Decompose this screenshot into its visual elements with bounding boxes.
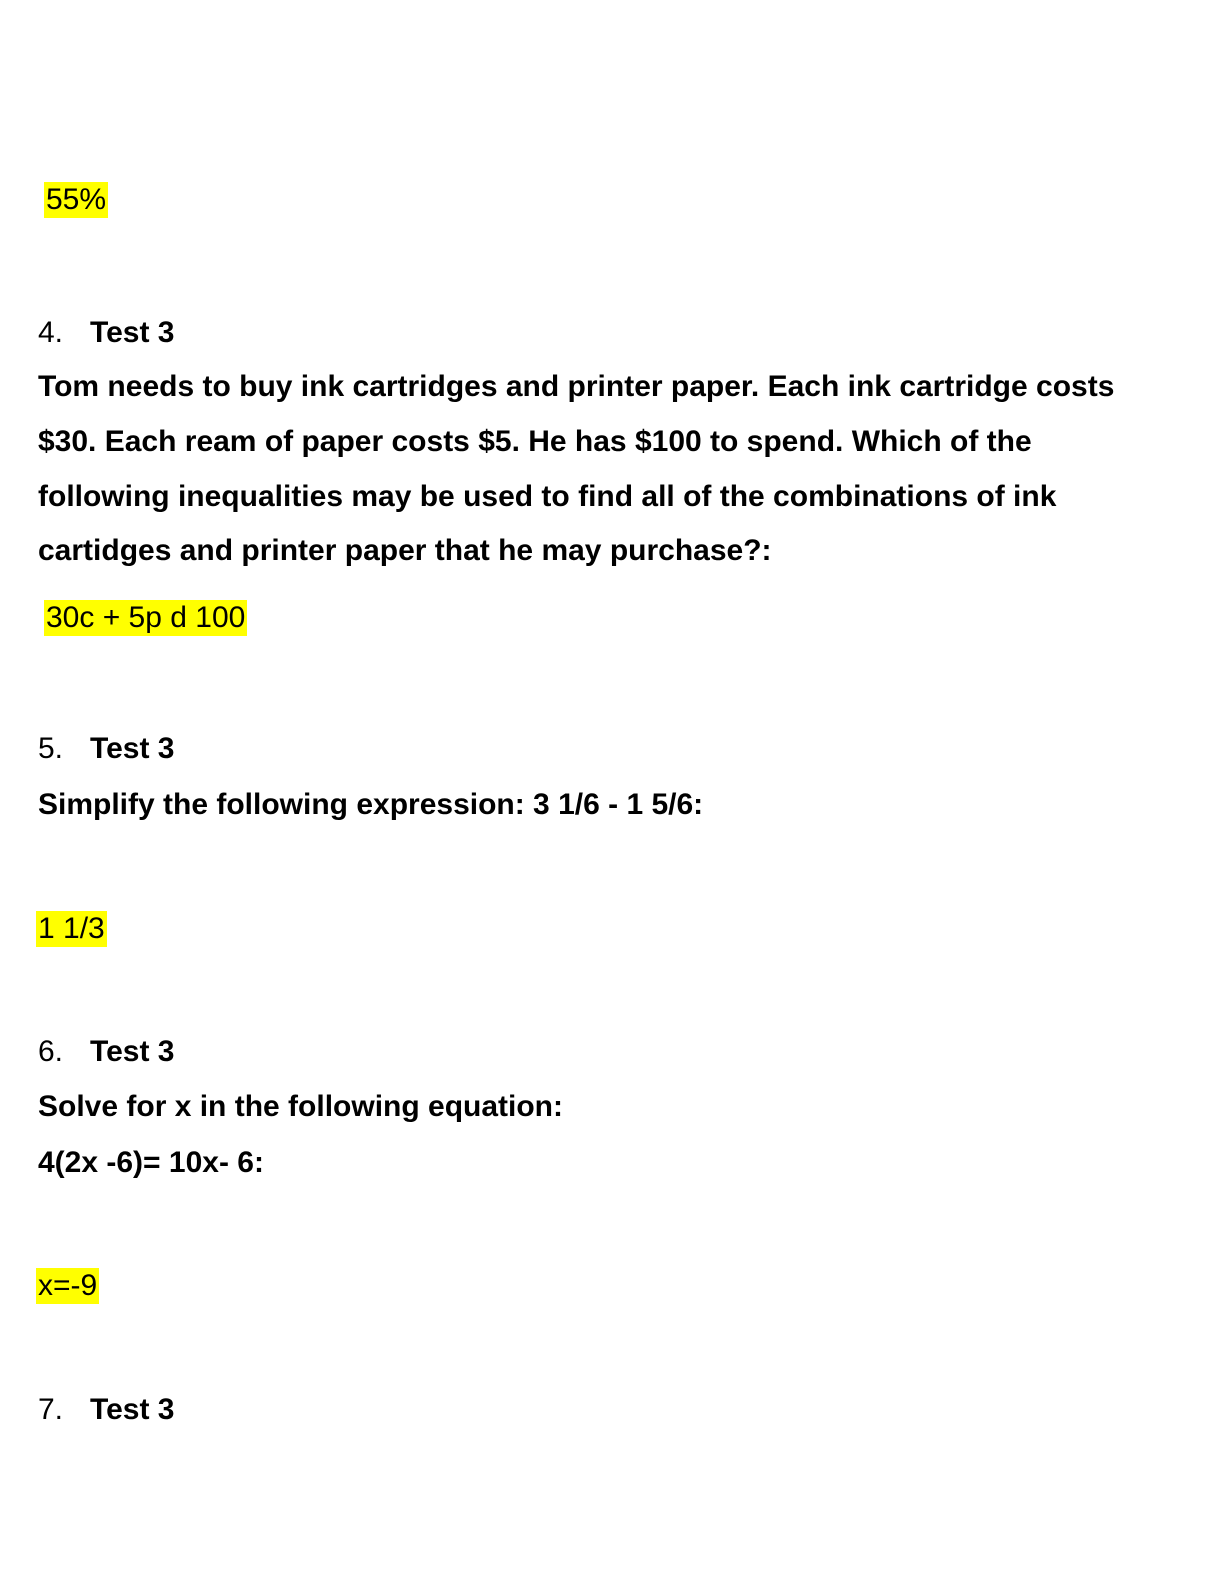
question-number: 5. [38,732,64,765]
answer-highlight: 55% [46,183,107,216]
answer-highlight: x=-9 [38,1269,98,1302]
question-text-line: Simplify the following expression: 3 1/6 - 1 5/6: [38,788,704,821]
question-number: 7. [38,1393,64,1426]
question-title: Test 3 [90,316,175,349]
question-text-line: 4(2x -6)= 10x- 6: [38,1146,264,1179]
question-text-line: cartidges and printer paper that he may purchase?: [38,534,772,567]
question-number: 6. [38,1035,64,1068]
question-header-6 [38,1034,174,1070]
answer-highlight: 1 1/3 [38,912,105,945]
question-header-5 [38,731,174,767]
answer-highlight: 30c + 5p d 100 [46,601,246,634]
question-text-line: Solve for x in the following equation: [38,1090,563,1123]
question-title: Test 3 [90,732,175,765]
question-number: 4. [38,316,64,349]
question-text-line: Tom needs to buy ink cartridges and printer paper. Each ink cartridge costs [38,370,1115,403]
question-text-line: following inequalities may be used to find all of the combinations of ink [38,480,1057,513]
question-title: Test 3 [90,1393,175,1426]
question-header-7 [38,1392,174,1428]
question-text-line: $30. Each ream of paper costs $5. He has $100 to spend. Which of the [38,425,1032,458]
question-header-4 [38,315,174,351]
question-title: Test 3 [90,1035,175,1068]
